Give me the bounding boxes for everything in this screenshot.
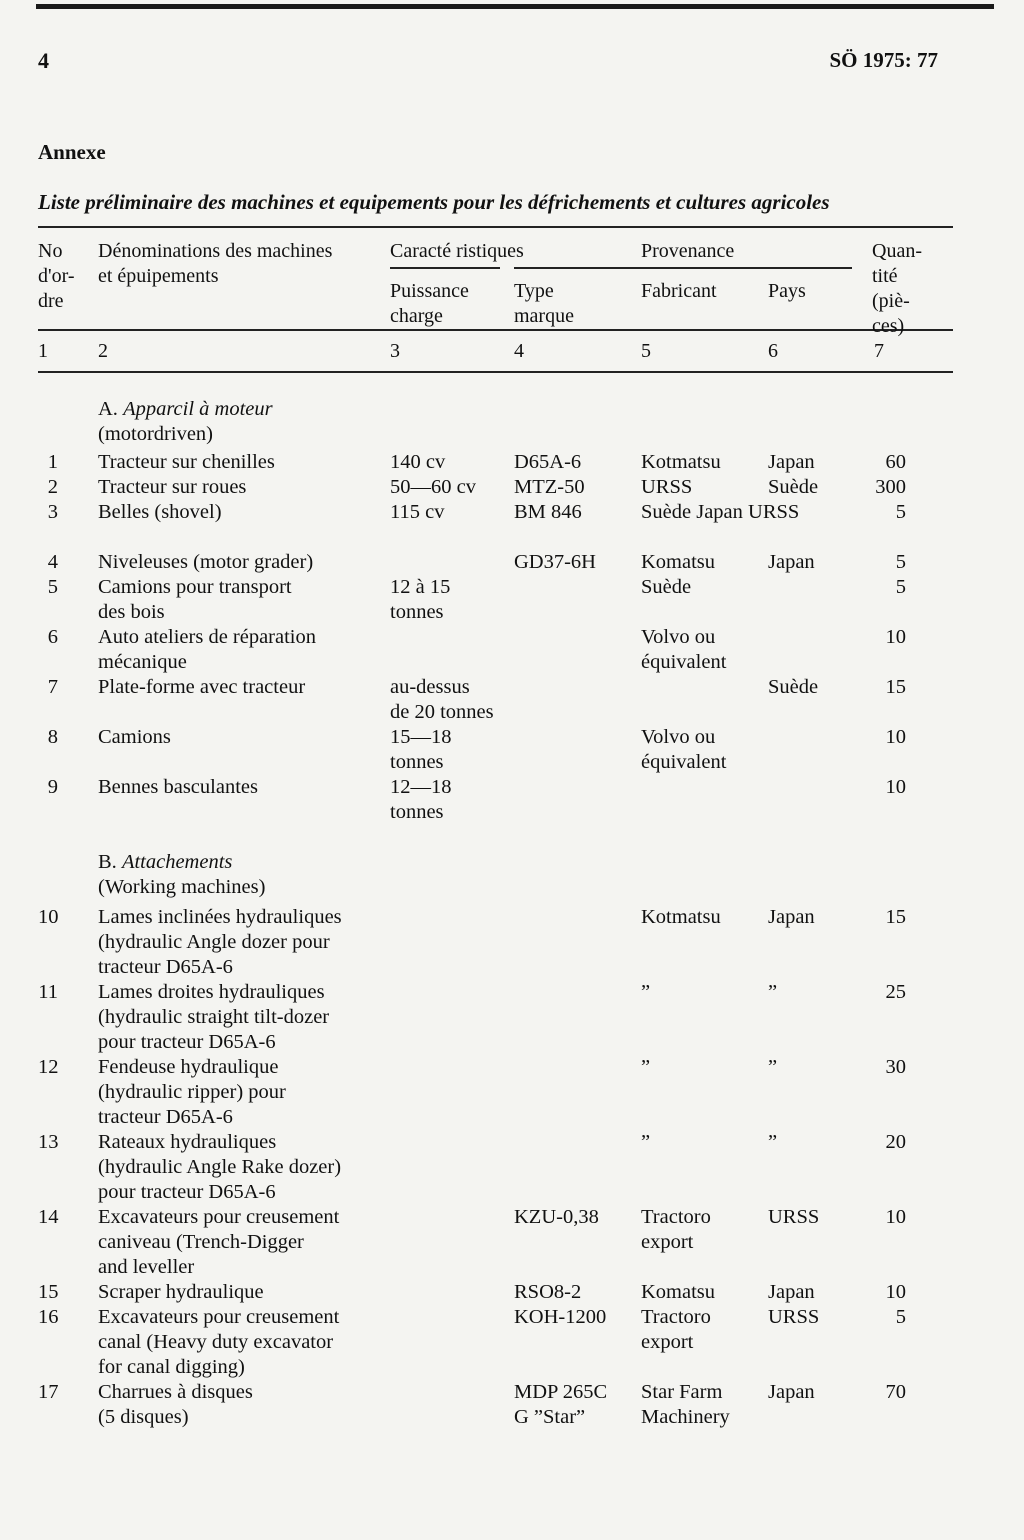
row-type: KZU-0,38 — [514, 1206, 599, 1228]
row-type: BM 846 — [514, 501, 582, 523]
column-number: 3 — [390, 340, 400, 362]
row-denomination: des bois — [98, 601, 165, 623]
col-header-puissance: charge — [390, 305, 443, 327]
row-quantite: 10 — [885, 726, 906, 748]
row-puissance: tonnes — [390, 601, 444, 623]
row-number: 6 — [47, 626, 58, 648]
col-header-caracteristiques: Caracté ristiques — [390, 240, 524, 262]
row-puissance: au-dessus — [390, 676, 470, 698]
row-puissance: 12 à 15 — [390, 576, 451, 598]
row-fabricant: équivalent — [641, 651, 727, 673]
section-subtitle: (Working machines) — [98, 876, 266, 898]
row-denomination: (hydraulic Angle Rake dozer) — [98, 1156, 342, 1178]
row-number: 15 — [38, 1281, 59, 1303]
row-denomination: Scraper hydraulique — [98, 1281, 264, 1303]
row-puissance: tonnes — [390, 801, 444, 823]
row-quantite: 10 — [885, 776, 906, 798]
row-number: 1 — [47, 451, 58, 473]
row-fabricant: Kotmatsu — [641, 906, 721, 928]
section-heading — [98, 397, 273, 422]
row-denomination: Bennes basculantes — [98, 776, 258, 798]
col-header-no: dre — [38, 290, 64, 312]
row-fabricant: Machinery — [641, 1406, 730, 1428]
section-letter: A. — [98, 398, 124, 420]
section-title: Apparcil à moteur — [123, 398, 273, 420]
row-denomination: for canal digging) — [98, 1356, 245, 1378]
header-bottom-rule — [38, 329, 953, 331]
col-header-quantite: ces) — [872, 315, 905, 337]
row-quantite: 20 — [885, 1131, 906, 1153]
row-type: G ”Star” — [514, 1406, 586, 1428]
row-number: 2 — [47, 476, 58, 498]
row-denomination: Belles (shovel) — [98, 501, 222, 523]
row-denomination: (5 disques) — [98, 1406, 189, 1428]
col-header-denomination: et épuipements — [98, 265, 219, 287]
column-number: 5 — [641, 340, 651, 362]
row-quantite: 60 — [885, 451, 906, 473]
row-fabricant: Volvo ou — [641, 726, 716, 748]
row-pays: ” — [768, 1131, 778, 1153]
row-puissance: 140 cv — [390, 451, 446, 473]
row-type: MTZ-50 — [514, 476, 585, 498]
row-denomination: (hydraulic straight tilt-dozer — [98, 1006, 330, 1028]
column-number: 4 — [514, 340, 524, 362]
col-header-fabricant: Fabricant — [641, 280, 717, 302]
row-denomination: Auto ateliers de réparation — [98, 626, 317, 648]
row-number: 13 — [38, 1131, 59, 1153]
row-fabricant: équivalent — [641, 751, 727, 773]
row-denomination: Plate-forme avec tracteur — [98, 676, 306, 698]
row-quantite: 5 — [895, 576, 906, 598]
section-subtitle: (motordriven) — [98, 423, 213, 445]
row-number: 3 — [47, 501, 58, 523]
caracteristiques-rule — [390, 267, 500, 269]
row-number: 8 — [47, 726, 58, 748]
page-number: 4 — [38, 48, 49, 73]
row-denomination: Excavateurs pour creusement — [98, 1206, 340, 1228]
row-denomination: Tracteur sur chenilles — [98, 451, 275, 473]
row-fabricant: Star Farm — [641, 1381, 723, 1403]
row-type: KOH-1200 — [514, 1306, 607, 1328]
row-quantite: 300 — [875, 476, 906, 498]
row-denomination: Camions — [98, 726, 171, 748]
row-quantite: 10 — [885, 1206, 906, 1228]
row-denomination: tracteur D65A-6 — [98, 956, 233, 978]
row-denomination: Tracteur sur roues — [98, 476, 247, 498]
row-denomination: Rateaux hydrauliques — [98, 1131, 277, 1153]
row-pays: Japan — [768, 451, 815, 473]
col-header-no: d'or- — [38, 265, 75, 287]
row-number: 11 — [38, 981, 58, 1003]
row-quantite: 10 — [885, 626, 906, 648]
row-pays: URSS — [768, 1306, 820, 1328]
row-fabricant: Komatsu — [641, 551, 716, 573]
row-quantite: 5 — [895, 501, 906, 523]
row-number: 9 — [47, 776, 58, 798]
col-header-quantite: (piè- — [872, 290, 910, 312]
row-quantite: 70 — [885, 1381, 906, 1403]
row-denomination: caniveau (Trench-Digger — [98, 1231, 304, 1253]
row-fabricant: ” — [641, 1056, 651, 1078]
row-pays: ” — [768, 981, 778, 1003]
row-denomination: pour tracteur D65A-6 — [98, 1031, 276, 1053]
table-top-rule — [38, 226, 953, 228]
row-type: D65A-6 — [514, 451, 582, 473]
col-header-denomination: Dénominations des machines — [98, 240, 333, 262]
row-denomination: Lames droites hydrauliques — [98, 981, 325, 1003]
row-denomination: Fendeuse hydraulique — [98, 1056, 279, 1078]
row-puissance: 115 cv — [390, 501, 445, 523]
row-puissance: 50—60 cv — [390, 476, 476, 498]
row-denomination: canal (Heavy duty excavator — [98, 1331, 334, 1353]
row-type: MDP 265C — [514, 1381, 608, 1403]
col-header-quantite: tité — [872, 265, 898, 287]
row-quantite: 5 — [895, 551, 906, 573]
row-fabricant: export — [641, 1231, 694, 1253]
row-fabricant: ” — [641, 981, 651, 1003]
row-denomination: tracteur D65A-6 — [98, 1106, 233, 1128]
row-number: 7 — [47, 676, 58, 698]
section-heading — [98, 850, 232, 875]
row-number: 4 — [47, 551, 58, 573]
top-border — [36, 4, 994, 9]
row-fabricant: URSS — [641, 476, 693, 498]
row-fabricant: Tractoro — [641, 1206, 711, 1228]
row-quantite: 15 — [885, 676, 906, 698]
row-fabricant: Kotmatsu — [641, 451, 721, 473]
column-number: 7 — [874, 340, 884, 362]
row-fabricant: Suède — [641, 576, 692, 598]
row-puissance: tonnes — [390, 751, 444, 773]
row-type: GD37-6H — [514, 551, 596, 573]
row-pays: Japan — [768, 551, 815, 573]
annexe-heading: Annexe — [38, 140, 106, 164]
row-puissance: 15—18 — [390, 726, 452, 748]
row-denomination: Camions pour transport — [98, 576, 292, 598]
col-header-quantite: Quan- — [872, 240, 922, 262]
row-quantite: 30 — [885, 1056, 906, 1078]
row-denomination: (hydraulic ripper) pour — [98, 1081, 286, 1103]
row-fabricant: ” — [641, 1131, 651, 1153]
row-number: 12 — [38, 1056, 59, 1078]
row-denomination: Niveleuses (motor grader) — [98, 551, 314, 573]
row-pays: URSS — [768, 1206, 820, 1228]
row-pays: Japan — [768, 1381, 815, 1403]
row-pays: Japan — [768, 906, 815, 928]
row-denomination: and leveller — [98, 1256, 195, 1278]
col-header-type: marque — [514, 305, 574, 327]
provenance-rule — [514, 267, 852, 269]
row-number: 17 — [38, 1381, 59, 1403]
col-header-pays: Pays — [768, 280, 806, 302]
row-denomination: pour tracteur D65A-6 — [98, 1181, 276, 1203]
row-denomination: Lames inclinées hydrauliques — [98, 906, 342, 928]
row-denomination: (hydraulic Angle dozer pour — [98, 931, 330, 953]
row-pays: Japan — [768, 1281, 815, 1303]
row-puissance: de 20 tonnes — [390, 701, 494, 723]
row-fabricant: Tractoro — [641, 1306, 711, 1328]
row-denomination: mécanique — [98, 651, 187, 673]
row-number: 10 — [38, 906, 59, 928]
col-header-puissance: Puissance — [390, 280, 469, 302]
col-header-no: No — [38, 240, 63, 262]
row-fabricant: Suède Japan URSS — [641, 501, 800, 523]
col-header-type: Type — [514, 280, 554, 302]
row-quantite: 15 — [885, 906, 906, 928]
row-puissance: 12—18 — [390, 776, 452, 798]
column-number: 6 — [768, 340, 778, 362]
row-fabricant: Komatsu — [641, 1281, 716, 1303]
row-quantite: 5 — [895, 1306, 906, 1328]
row-quantite: 10 — [885, 1281, 906, 1303]
section-letter: B. — [98, 851, 122, 873]
row-denomination: Charrues à disques — [98, 1381, 253, 1403]
row-denomination: Excavateurs pour creusement — [98, 1306, 340, 1328]
row-quantite: 25 — [885, 981, 906, 1003]
row-number: 16 — [38, 1306, 59, 1328]
row-number: 5 — [47, 576, 58, 598]
row-fabricant: Volvo ou — [641, 626, 716, 648]
row-pays: ” — [768, 1056, 778, 1078]
row-pays: Suède — [768, 476, 819, 498]
row-type: RSO8-2 — [514, 1281, 582, 1303]
row-pays: Suède — [768, 676, 819, 698]
column-number: 2 — [98, 340, 108, 362]
col-header-provenance: Provenance — [641, 240, 735, 262]
numbers-bottom-rule — [38, 371, 953, 373]
row-fabricant: export — [641, 1331, 694, 1353]
column-number: 1 — [38, 340, 48, 362]
journal-reference: SÖ 1975: 77 — [829, 48, 938, 72]
document-title: Liste préliminaire des machines et equipements pour les défrichements et cultures agricoles — [38, 190, 830, 214]
section-title: Attachements — [121, 851, 233, 873]
row-number: 14 — [38, 1206, 59, 1228]
